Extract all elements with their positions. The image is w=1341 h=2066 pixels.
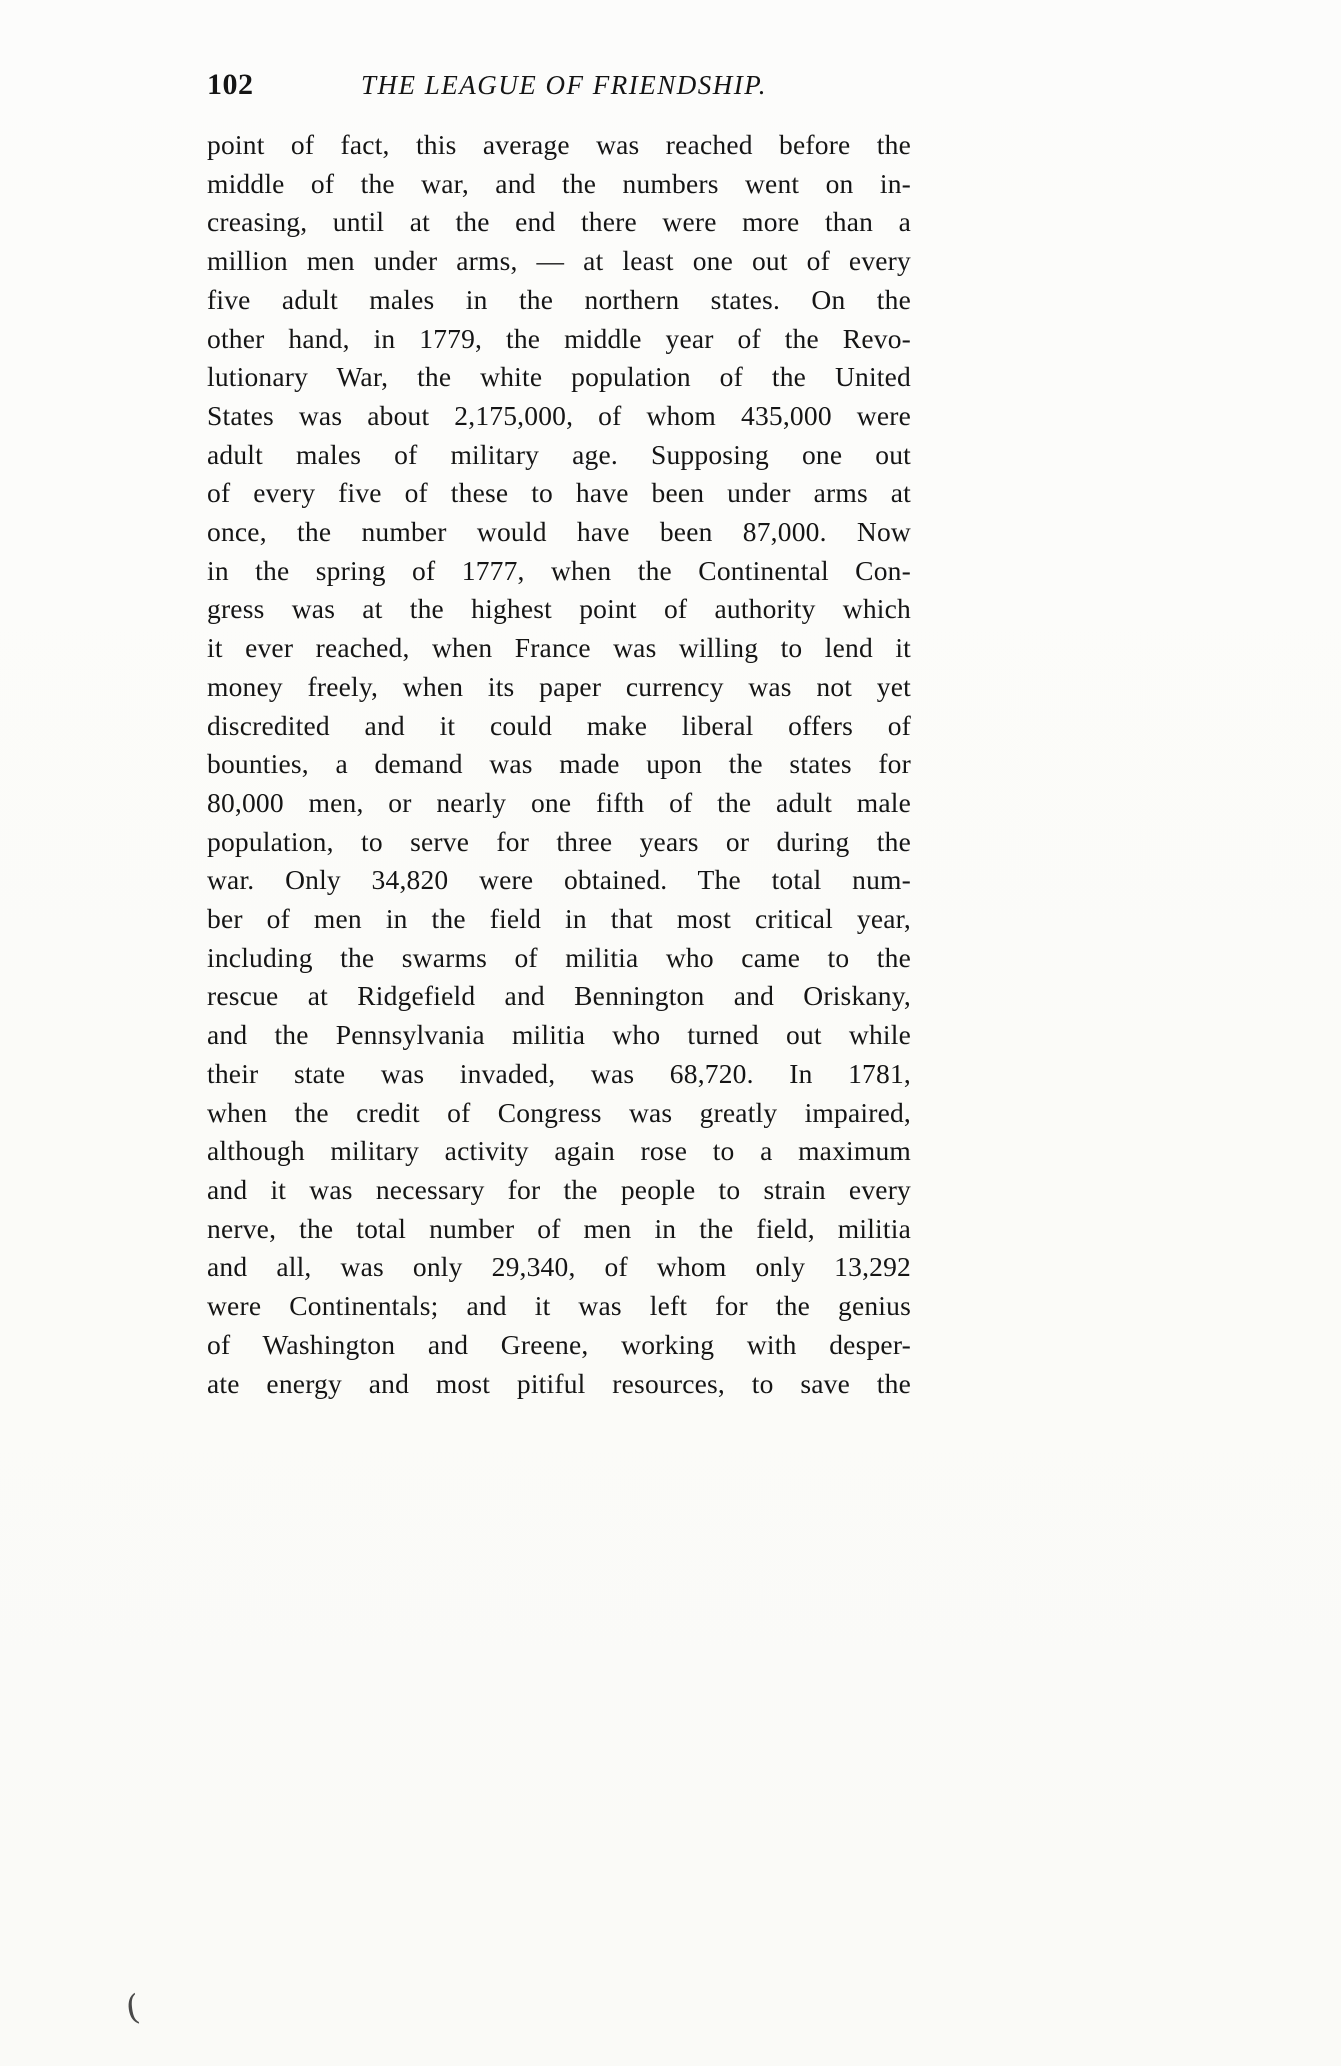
text-line: in the spring of 1777, when the Continental Con-: [207, 554, 911, 586]
text-line: including the swarms of militia who came to the: [207, 941, 911, 973]
text-line: nerve, the total number of men in the field, militia: [207, 1212, 911, 1244]
text-line: million men under arms, — at least one out of every: [207, 245, 911, 277]
text-line: when the credit of Congress was greatly impaired,: [207, 1096, 911, 1128]
text-line: although military activity again rose to a maximum: [207, 1135, 911, 1167]
text-line: creasing, until at the end there were more than a: [207, 206, 911, 238]
text-line: population, to serve for three years or during the: [207, 825, 911, 857]
page-header: [207, 68, 911, 102]
text-line: adult males of military age. Supposing one out: [207, 438, 911, 470]
text-line: and the Pennsylvania militia who turned out while: [207, 1019, 911, 1051]
text-line: rescue at Ridgefield and Bennington and Oriskany,: [207, 980, 911, 1012]
text-line: and it was necessary for the people to strain every: [207, 1173, 911, 1205]
page-number: 102: [207, 68, 254, 101]
text-line: ate energy and most pitiful resources, to save the: [207, 1367, 911, 1399]
text-line: discredited and it could make liberal offers of: [207, 709, 911, 741]
text-line: bounties, a demand was made upon the states for: [207, 748, 911, 780]
text-line: money freely, when its paper currency was not yet: [207, 670, 911, 702]
text-line: States was about 2,175,000, of whom 435,000 were: [207, 399, 911, 431]
text-line: their state was invaded, was 68,720. In 1781,: [207, 1057, 911, 1089]
text-line: 80,000 men, or nearly one fifth of the adult male: [207, 786, 911, 818]
text-line: other hand, in 1779, the middle year of the Revo-: [207, 322, 911, 354]
body-text: [207, 126, 911, 1403]
scan-artifact-mark: (: [123, 1987, 142, 2029]
text-line: ber of men in the field in that most critical year,: [207, 903, 911, 935]
text-line: middle of the war, and the numbers went on in-: [207, 167, 911, 199]
text-line: five adult males in the northern states. On the: [207, 283, 911, 315]
text-line: of every five of these to have been under arms at: [207, 477, 911, 509]
text-line: gress was at the highest point of authority which: [207, 593, 911, 625]
text-line: were Continentals; and it was left for the genius: [207, 1290, 911, 1322]
text-line: and all, was only 29,340, of whom only 13,292: [207, 1251, 911, 1283]
running-title: THE LEAGUE OF FRIENDSHIP.: [361, 70, 767, 100]
text-line: of Washington and Greene, working with desper-: [207, 1328, 911, 1360]
text-line: it ever reached, when France was willing to lend it: [207, 632, 911, 664]
text-line: war. Only 34,820 were obtained. The total num-: [207, 864, 911, 896]
text-line: point of fact, this average was reached before the: [207, 129, 911, 160]
text-line: lutionary War, the white population of the United: [207, 361, 911, 393]
text-line: once, the number would have been 87,000. Now: [207, 516, 911, 548]
